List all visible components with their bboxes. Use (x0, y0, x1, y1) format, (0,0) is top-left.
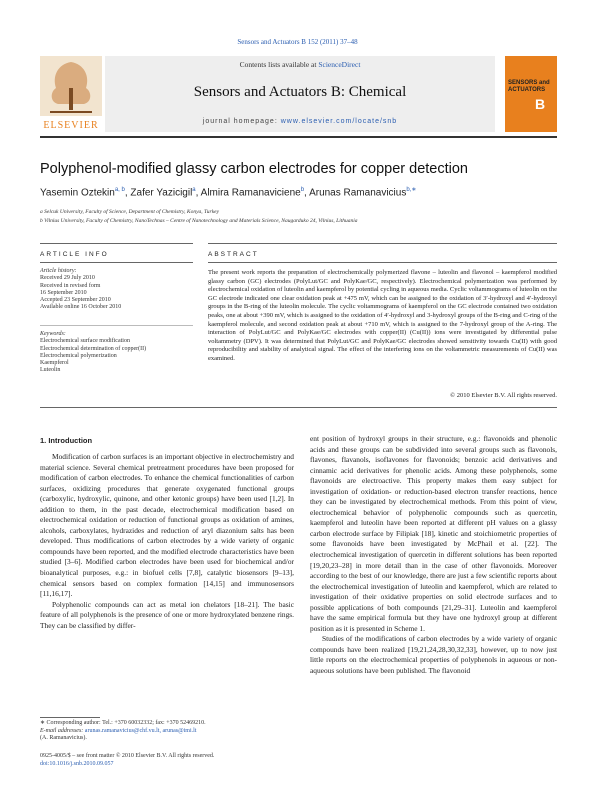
keyword: Luteolin (40, 367, 61, 374)
affiliation-a: a Selcuk University, Faculty of Science, Department of Chemistry, Konya, Turkey (40, 209, 220, 215)
abstract-text: The present work reports the preparation of electrochemically polymerized flavone – luteolin and flavonol – kaempferol modified glassy carbon (GC) electrodes (PolyLut/GC and PolyKae/GC, respectively). Electrochemical polymerization was performed by electrochemical oxidation of luteolin and kaempferol by potential cycling in aqueous media. Cyclic voltammograms of luteolin on the GC electrode indicated one clear oxidation peak at +475 mV, which can be assigned to the oxidation of 3′-hydroxyl and 4′-hydroxyl groups in the B-ring of the luteolin molecule. The cyclic voltammograms of kaempferol on the GC electrode contained two oxidation peaks, one at about +390 mV, which is assigned to the oxidation of 4′-hydroxyl and 3-hydroxyl groups of the B-ring and C-ring of the kaempferol molecule, and second oxidation peak at about +710 mV, which is assigned to the 7-hydroxyl group of the A-ring. The interaction of PolyLut/GC and PolyKae/GC electrodes with copper(II) (Cu(II)) ions were investigated by differential pulse voltammetry (DPV). It was determined that PolyLut/GC and PolyKae/GC electrodes showed sensitivity towards Cu(II) with good reproducibility and stability of analytical signal. The effect of the interfering ions on the voltammetric measurements of Cu(II) was examined. (208, 269, 557, 362)
left-column (40, 452, 294, 631)
issn-line: 0925-4005/$ – see front matter © 2010 Elsevier B.V. All rights reserved. (40, 753, 215, 759)
header-divider (40, 136, 557, 138)
article-title: Polyphenol-modified glassy carbon electrodes for copper detection (40, 161, 468, 177)
corresponding-name: (A. Ramanavicius). (40, 735, 87, 741)
paragraph: Modification of carbon surfaces is an important objective in electrochemistry and material science. Several chemical pretreatment procedures have been proposed for modification of carbon electrodes. To enhance the chemical functionalities of carbon surfaces, oxidizing procedures that generate oxygenated functional groups (carboxylic, hydroxylic, quinone, and other ketonic groups) have been used [1,2]. In addition to them, in the past decade, electrochemical modification based on electrochemical oxidation or reduction of functional groups as oxidation of amines, alcohols, carboxylates, hydrazides and reduction of aryl diazonium salts has been developed. Thus modifications of carbon electrodes by a wide variety of organic compounds have been reported, and the modified electrode characteristics have been studied [3–6]. Modified carbon electrodes have been used for biochemical and/or bioanalytical purposes, e.g.: in biofuel cells [7,8], catalytic biosensors [9–13], chemical sensors based on complex formation [14,15] and immunosensors [11,16,17]. (40, 452, 294, 599)
author-name: Arunas Ramanavicius (309, 187, 407, 199)
abstract-rule-bottom (208, 262, 557, 263)
corresponding-author: ∗ Corresponding author: Tel.: +370 60032332; fax: +370 52469210. (40, 720, 206, 726)
corresponding-author-footnote (40, 720, 290, 743)
author-name: Yasemin Oztekin (40, 187, 115, 199)
author-name: Zafer Yazicigil (130, 187, 193, 199)
author-name: Almira Ramanaviciene (200, 187, 301, 199)
history-label: Article history: (40, 268, 77, 274)
paragraph: ent position of hydroxyl groups in their structure, e.g.: flavonoids and phenolic acids and these groups can be subdivided into several groups such as flavonols, flavones, flavanols, isoflavones for flavonoids; benzoic acid derivatives and cinnamic acid derivatives for phenolic acids. Among these polyphenols, some flavonoids are electroactive. This property makes them easy subject for investigation of oxidation- or reduction-based electron transfer reactions, hence they can be investigated by electrochemical methods. From this point of view, electrochemical behavior of polyphenolic compounds such as quercetin, kaempferol and luteolin have been reported at different pH values on a glassy carbon electrode surface by Filipiak [18], kinetic and stoichiometric properties of some flavonoids have been investigated by McPhail et al. [22]. The electrochemical investigation of quercetin in different solutions has been reported [19,20,23–28] in more detail than in the case of other flavonoids. Moreover according to the best of our knowledge, there are just a few scientific reports about the electrochemical investigation of luteolin and kaempferol, which are related to investigation of their oxidative properties on solid electrode surfaces and to possible applications of both compounds [21,29–31]. Luteolin and kaempferol have the same empirical formula but they have one hydroxyl group at different position as it is presented in Scheme 1. (310, 434, 557, 633)
abstract-rule (208, 243, 557, 244)
history-item: Accepted 23 September 2010 (40, 297, 111, 304)
elsevier-wordmark: ELSEVIER (43, 120, 99, 131)
right-column (310, 434, 557, 677)
journal-name: Sensors and Actuators B: Chemical (193, 84, 407, 100)
paragraph: Polyphenolic compounds can act as metal ion chelators [18–21]. The basic feature of all polyphenols is the presence of one or more hydroxylated benzene rings. They can be classified by differ- (40, 599, 294, 630)
article-info-rule (40, 243, 193, 244)
affiliation-b: b Vilnius University, Faculty of Chemistry, NanoTechnas – Centre of Nanotechnology and Materials Science, Naugarduko 24, Vilnius, Lithuania (40, 218, 358, 224)
author-affiliation-marker[interactable]: b,∗ (406, 187, 417, 193)
article-info-heading: ARTICLE INFO (40, 251, 109, 258)
keywords-label: Keywords: (40, 331, 66, 337)
front-matter-info (40, 753, 300, 768)
email-label: E-mail addresses: (40, 727, 85, 734)
keyword: Electrochemical determination of copper(II) (40, 345, 147, 352)
contents-prefix: Contents lists available at (239, 60, 319, 69)
footnote-rule (40, 717, 100, 718)
abstract-copyright: © 2010 Elsevier B.V. All rights reserved. (450, 392, 557, 399)
article-info-rule-bottom (40, 262, 193, 263)
introduction-heading: 1. Introduction (40, 436, 93, 445)
journal-cover-image (505, 56, 557, 132)
author-affiliation-marker[interactable]: a, b (114, 187, 125, 193)
keyword: Kaempferol (40, 360, 69, 367)
homepage-url[interactable]: www.elsevier.com/locate/snb (280, 118, 398, 125)
cover-title: SENSORS and ACTUATORS (508, 80, 550, 93)
sciencedirect-link[interactable]: ScienceDirect (318, 60, 361, 69)
author-list: Yasemin Oztekin$^{a, b}$, Zafer Yazicigil$^a$, Almira Ramanaviciene$^b$, Arunas Ramanavicius$^{b,∗}$ (40, 187, 417, 199)
paragraph: Studies of the modifications of carbon electrodes by a wide variety of organic compounds have been realized [19,21,24,28,30,32,33], however, up to now just little reports on the electrochemical properties of polyphenols in aqueous or non-aqueous solutions have been published. The flavonoid (310, 634, 557, 676)
contents-line (105, 60, 495, 69)
history-item: Available online 16 October 2010 (40, 304, 122, 311)
abstract-heading: ABSTRACT (208, 251, 259, 258)
keywords (40, 331, 193, 375)
history-item: Received 29 July 2010 (40, 275, 95, 282)
journal-citation[interactable]: Sensors and Actuators B 152 (2011) 37–48 (237, 38, 358, 46)
keyword: Electrochemical polymerization (40, 352, 117, 359)
keyword: Electrochemical surface modification (40, 338, 130, 345)
history-item: Received in revised form (40, 282, 101, 289)
history-item: 16 September 2010 (40, 289, 87, 296)
front-matter-divider (40, 407, 557, 408)
email-links[interactable]: arunas.ramanavicius@chf.vu.lt, arunas@imi.lt (84, 727, 197, 734)
author-affiliation-marker[interactable]: b (300, 187, 305, 193)
author-affiliation-marker[interactable]: a (192, 187, 196, 193)
article-history (40, 268, 193, 312)
journal-homepage (105, 118, 495, 125)
cover-letter: B (535, 96, 546, 112)
keywords-divider (40, 325, 193, 326)
homepage-prefix: journal homepage: (202, 118, 281, 125)
doi-link[interactable]: doi:10.1016/j.snb.2010.09.057 (40, 760, 114, 767)
